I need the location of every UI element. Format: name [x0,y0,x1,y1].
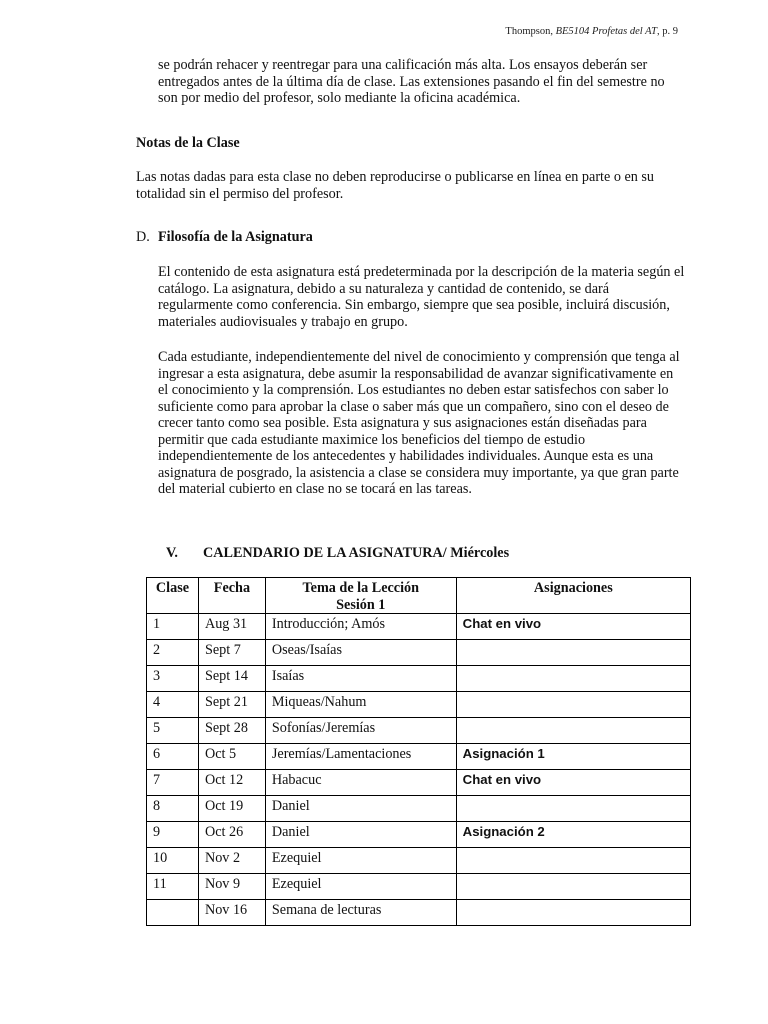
table-row [147,744,691,770]
cell-fecha: Sept 14 [198,666,265,692]
cell-asignacion [456,848,690,874]
cell-clase: 4 [147,692,199,718]
continuation-paragraph: se podrán rehacer y reentregar para una calificación más alta. Los ensayos deberán ser entregados antes de la última día de clase. Las extensiones pasando el fin del semestre no son por medio del profesor, solo mediante la oficina académica. [158,57,665,106]
cell-asignacion [456,666,690,692]
cell-clase: 11 [147,874,199,900]
cell-clase [147,900,199,926]
cell-fecha: Oct 5 [198,744,265,770]
col-header-fecha: Fecha [198,578,265,614]
cell-clase: 1 [147,614,199,640]
table-row [147,614,691,640]
cell-fecha: Oct 26 [198,822,265,848]
table-row [147,900,691,926]
notas-heading: Notas de la Clase [136,135,240,151]
cell-asignacion: Asignación 2 [456,822,690,848]
cell-clase: 10 [147,848,199,874]
table-row [147,692,691,718]
cell-fecha: Nov 2 [198,848,265,874]
cell-fecha: Oct 12 [198,770,265,796]
cell-asignacion [456,692,690,718]
calendario-heading-text: CALENDARIO DE LA ASIGNATURA/ Miércoles [203,545,510,561]
table-row [147,822,691,848]
header-page-label: , p. 9 [657,26,678,37]
cell-asignacion: Chat en vivo [456,770,690,796]
schedule-table [146,577,691,926]
filosofia-heading-text: Filosofía de la Asignatura [158,229,313,245]
calendario-heading [166,545,509,562]
header-author: Thompson, [505,26,553,37]
schedule-body [147,614,691,926]
cell-tema: Semana de lecturas [265,900,456,926]
cell-fecha: Nov 16 [198,900,265,926]
cell-tema: Miqueas/Nahum [265,692,456,718]
cell-clase: 8 [147,796,199,822]
cell-clase: 2 [147,640,199,666]
cell-fecha: Oct 19 [198,796,265,822]
table-row [147,718,691,744]
cell-fecha: Sept 7 [198,640,265,666]
cell-tema: Ezequiel [265,874,456,900]
table-row [147,848,691,874]
col-header-tema-line2: Sesión 1 [336,596,386,613]
table-row [147,874,691,900]
running-header [505,26,678,37]
cell-tema: Habacuc [265,770,456,796]
cell-fecha: Sept 21 [198,692,265,718]
col-header-asignaciones: Asignaciones [456,578,690,614]
cell-fecha: Sept 28 [198,718,265,744]
col-header-tema [265,578,456,614]
cell-tema: Daniel [265,822,456,848]
filosofia-paragraph-2: Cada estudiante, independientemente del nivel de conocimiento y comprensión que tenga al ingresar a esta asignatura, debe asumir la responsabilidad de avanzar significativamente en el conocimiento y la comprensión. Los estudiantes no deben estar satisfechos con saber lo suficiente como para aprobar la clase o saber más que un compañero, sino con el deseo de crecer tanto como sea posible. Esta asignatura y sus asignaciones están diseñadas para permitir que cada estudiante maximice los beneficios del tiempo de estudio independientemente de los antecedentes y habilidades individuales. Aunque esta es una asignatura de posgrado, la asistencia a clase se considera muy importante, ya que gran parte del material cubierto en clase no se tocará en las tareas. [158,349,680,497]
cell-tema: Isaías [265,666,456,692]
section-label: D. [136,229,150,245]
table-row [147,770,691,796]
cell-asignacion [456,640,690,666]
notas-paragraph: Las notas dadas para esta clase no deben reproducirse o publicarse en línea en parte o en su totalidad sin el permiso del profesor. [136,169,655,202]
cell-asignacion [456,718,690,744]
filosofia-heading [136,229,313,246]
cell-tema: Sofonías/Jeremías [265,718,456,744]
table-row [147,666,691,692]
cell-clase: 3 [147,666,199,692]
cell-clase: 7 [147,770,199,796]
cell-asignacion: Chat en vivo [456,614,690,640]
cell-asignacion [456,900,690,926]
col-header-tema-line1: Tema de la Lección [302,580,420,596]
cell-asignacion: Asignación 1 [456,744,690,770]
table-row [147,640,691,666]
cell-asignacion [456,796,690,822]
schedule-header-row [147,578,691,614]
filosofia-paragraph-1: El contenido de esta asignatura está predeterminada por la descripción de la materia según el catálogo. La asignatura, debido a su naturaleza y cantidad de contenido, se dará regularmente como conferencia. Sin embargo, siempre que sea posible, incluirá discusión, materiales audiovisuales y trabajo en grupo. [158,264,685,330]
table-row [147,796,691,822]
col-header-clase: Clase [147,578,199,614]
cell-tema: Daniel [265,796,456,822]
cell-tema: Jeremías/Lamentaciones [265,744,456,770]
cell-fecha: Aug 31 [198,614,265,640]
section-number: V. [166,545,178,561]
header-course-title: BE5104 Profetas del AT [555,26,657,37]
cell-asignacion [456,874,690,900]
cell-tema: Oseas/Isaías [265,640,456,666]
cell-clase: 5 [147,718,199,744]
cell-fecha: Nov 9 [198,874,265,900]
cell-tema: Introducción; Amós [265,614,456,640]
cell-clase: 9 [147,822,199,848]
cell-tema: Ezequiel [265,848,456,874]
cell-clase: 6 [147,744,199,770]
